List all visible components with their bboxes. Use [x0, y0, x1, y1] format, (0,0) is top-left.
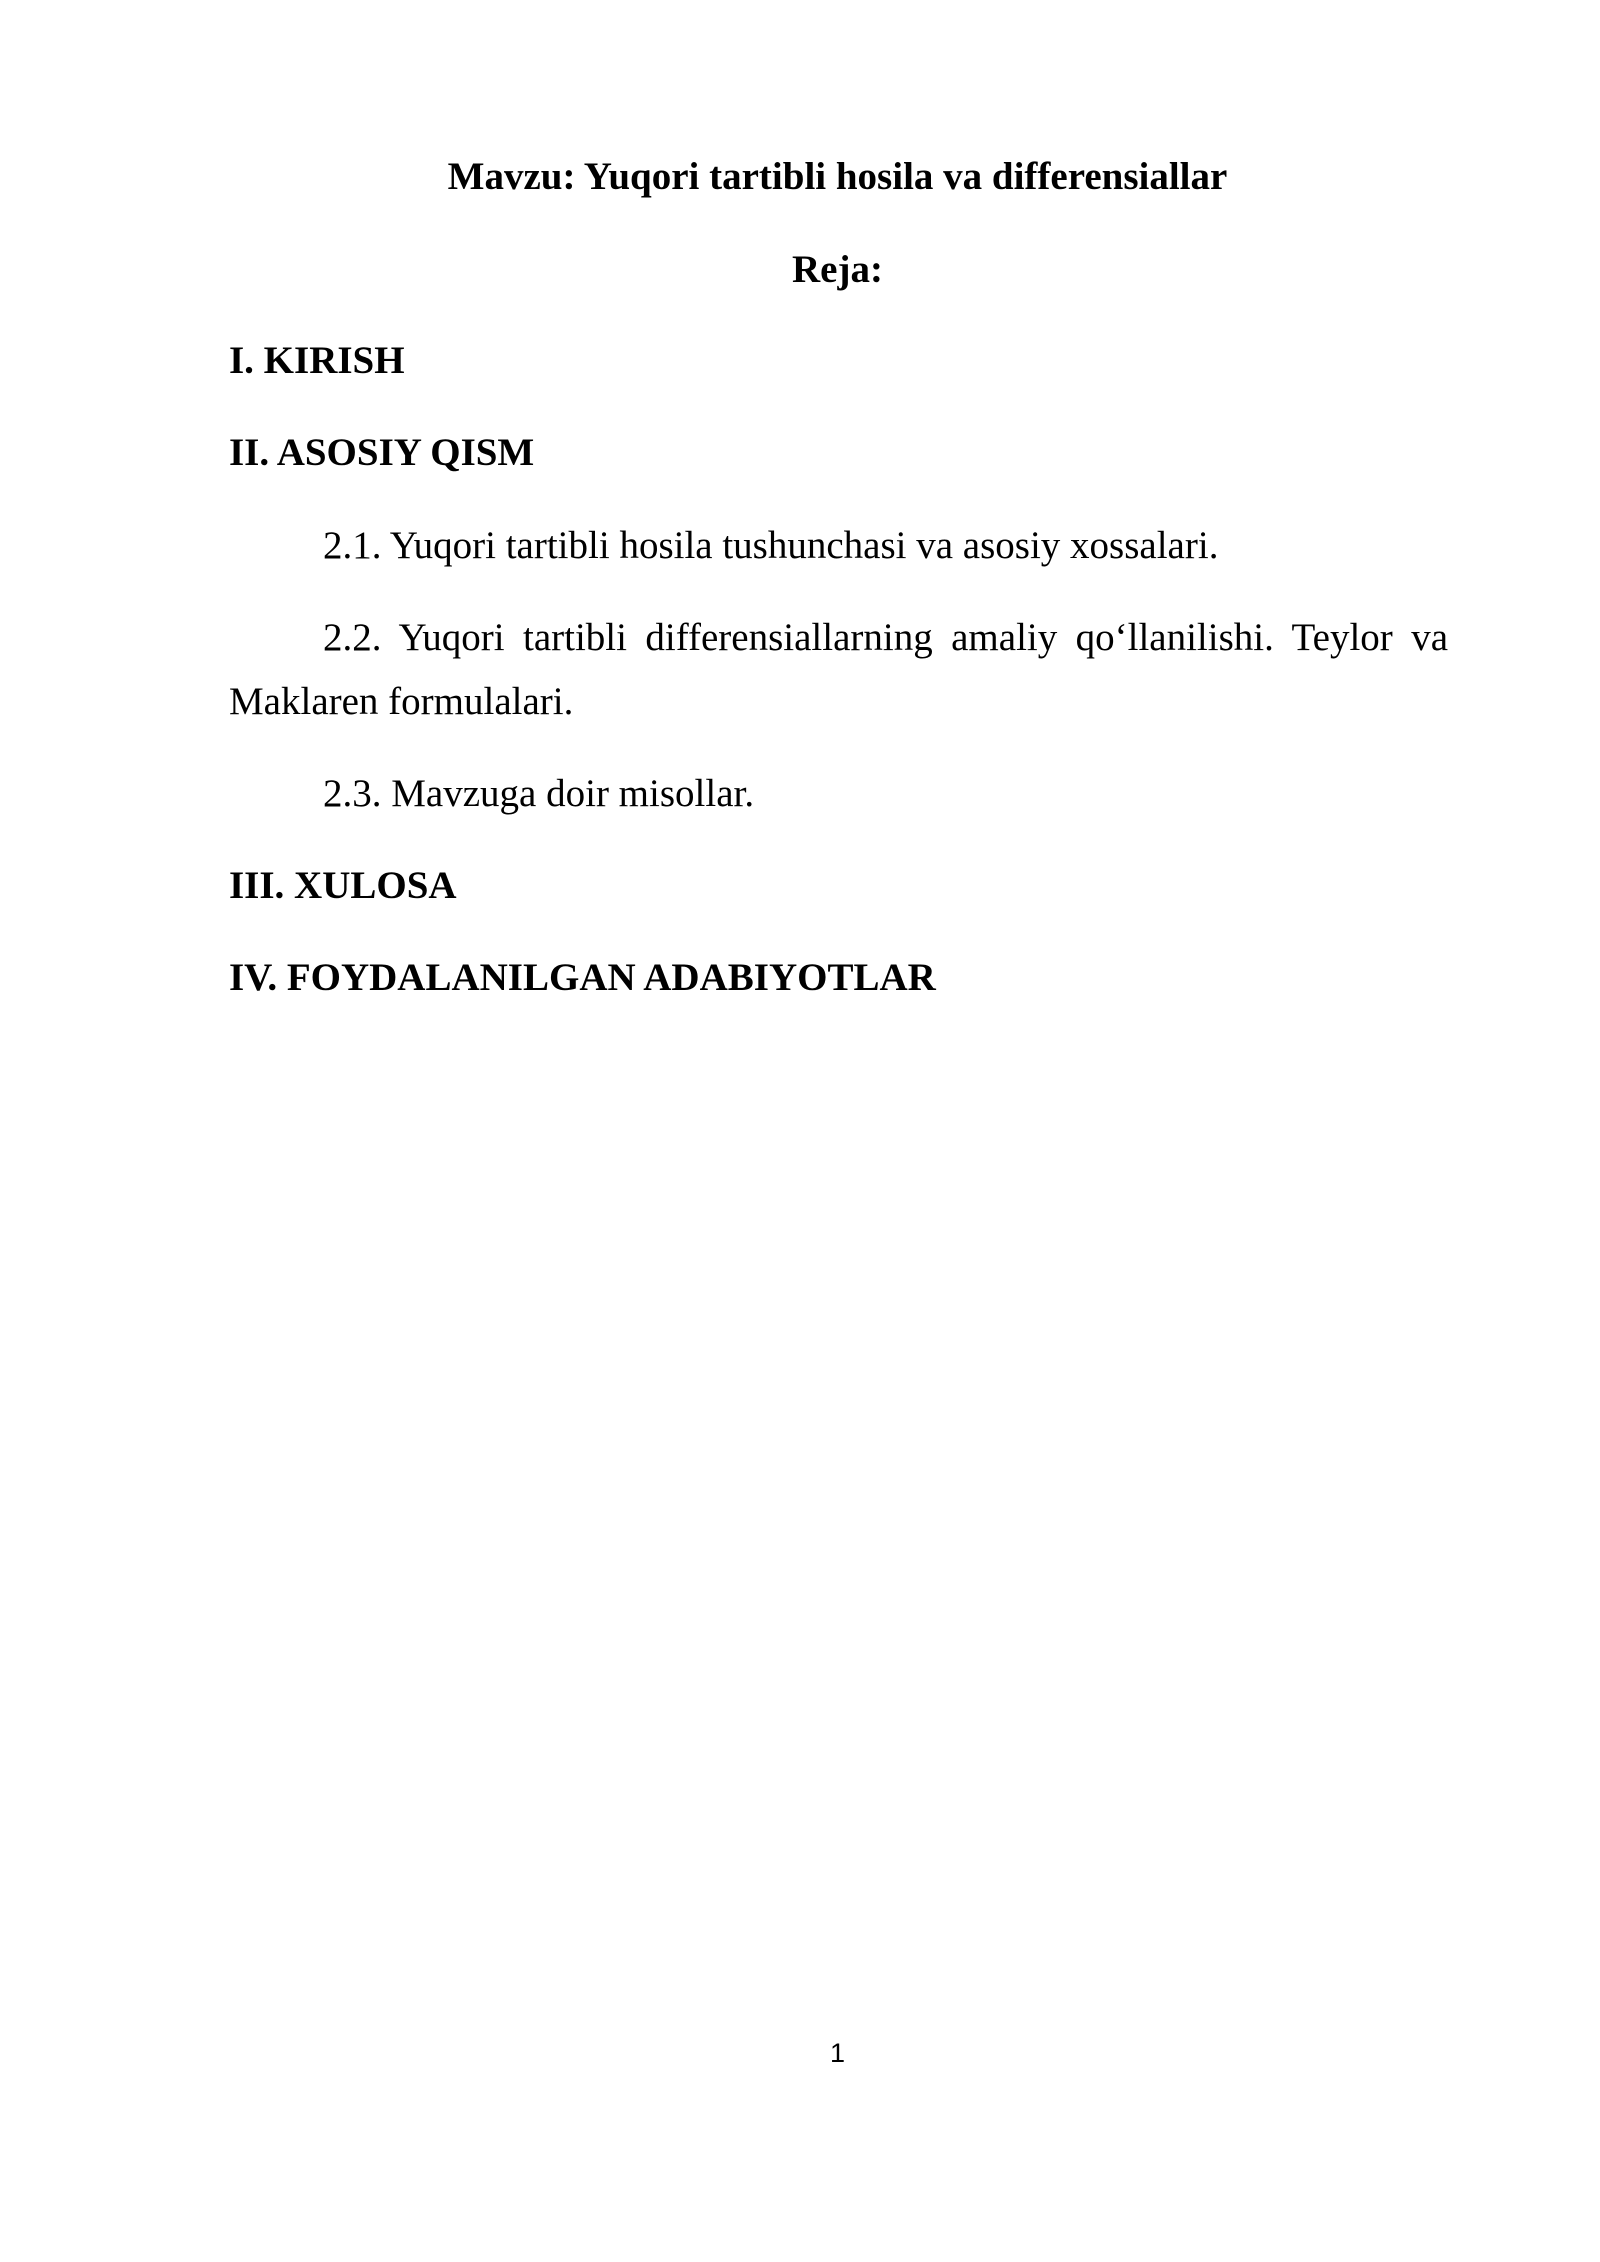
subsection-2-2-line1: 2.2. Yuqori tartibli differensiallarning amaliy qo‘llanilishi. Teylor va	[323, 616, 1448, 659]
subsection-2-2-line2: Maklaren formulalari.	[229, 680, 574, 723]
section-introduction: I. KIRISH	[229, 339, 405, 382]
document-title: Mavzu: Yuqori tartibli hosila va differensiallar	[447, 155, 1228, 198]
page-number: 1	[829, 2038, 846, 2068]
section-references: IV. FOYDALANILGAN ADABIYOTLAR	[229, 956, 936, 999]
section-conclusion: III. XULOSA	[229, 864, 457, 907]
section-main-part: II. ASOSIY QISM	[229, 431, 535, 474]
plan-heading: Reja:	[792, 248, 883, 291]
subsection-2-1: 2.1. Yuqori tartibli hosila tushunchasi va asosiy xossalari.	[323, 524, 1219, 567]
subsection-2-3: 2.3. Mavzuga doir misollar.	[323, 772, 755, 815]
